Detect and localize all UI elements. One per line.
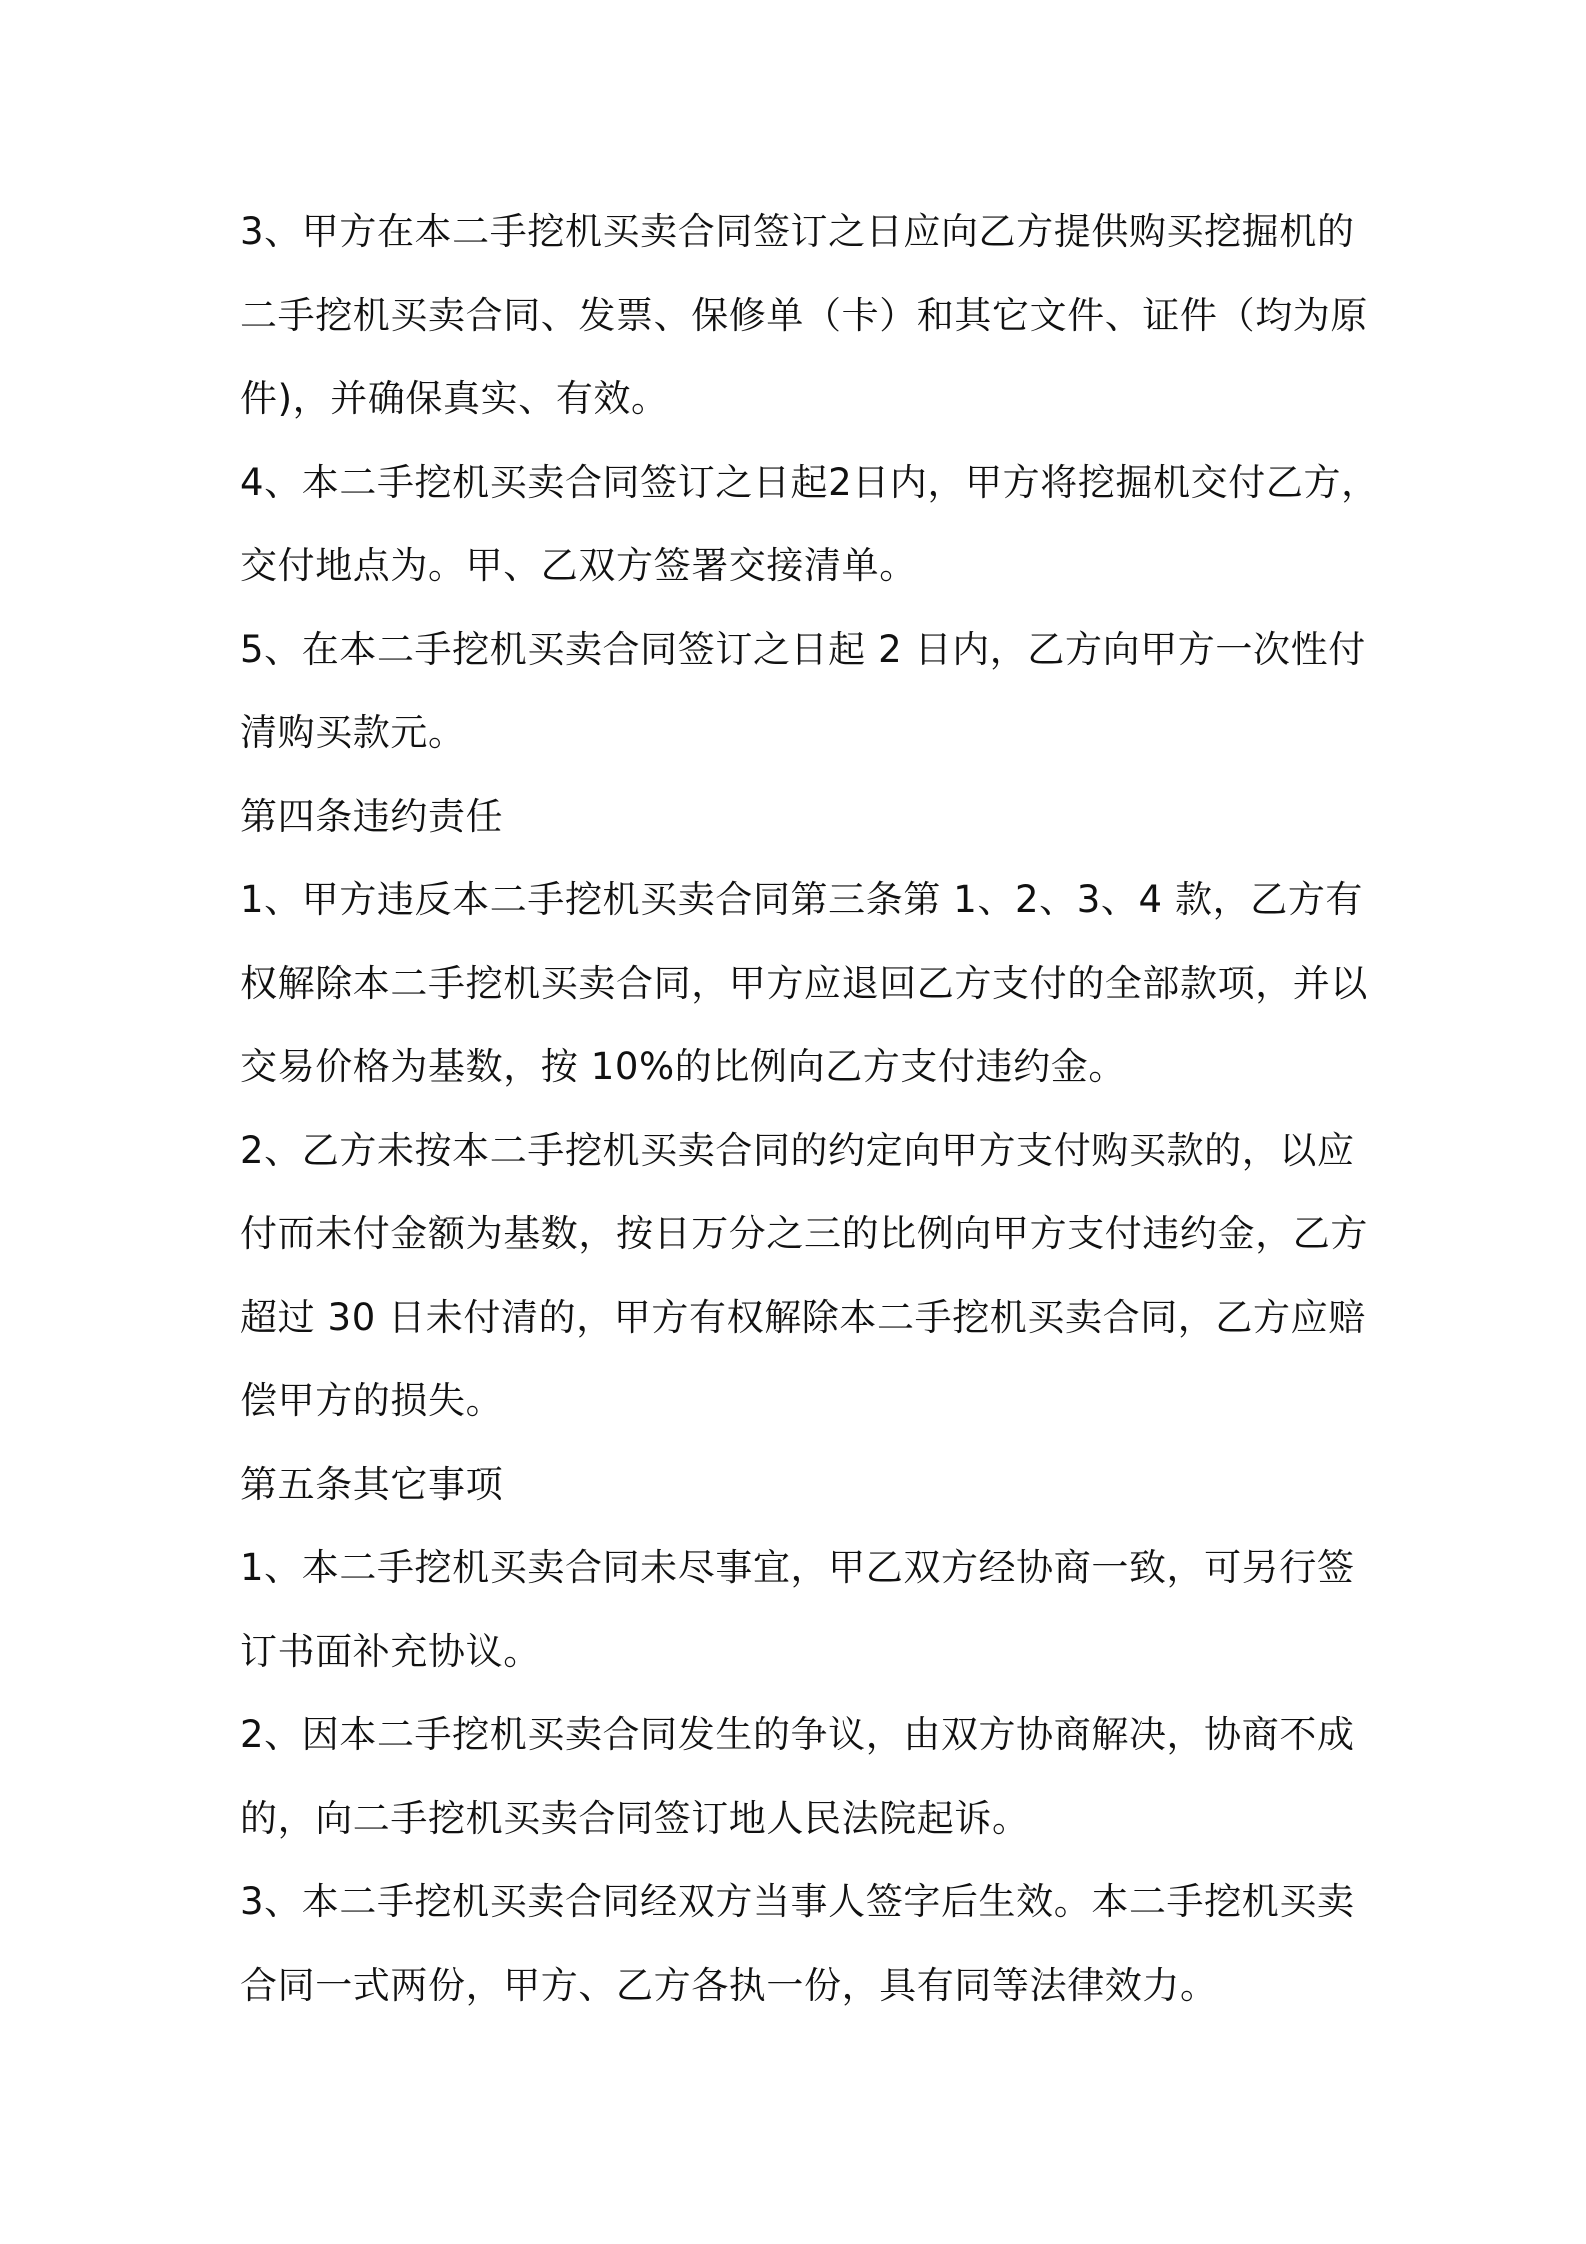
contract-body	[240, 190, 1379, 2027]
article-4-item-2-line-1: 2、乙方未按本二手挖机买卖合同的约定向甲方支付购买款的，以应	[240, 1128, 1355, 1172]
article-5-item-1-line-1: 1、本二手挖机买卖合同未尽事宜，甲乙双方经协商一致，可另行签	[240, 1546, 1355, 1589]
clause-3-line-3: 件)，并确保真实、有效。	[240, 377, 669, 420]
section-heading-article-5: 第五条其它事项	[240, 1462, 504, 1506]
clause-5-line-2: 清购买款元。	[240, 711, 466, 754]
article-5-item-2-line-1: 2、因本二手挖机买卖合同发生的争议，由双方协商解决，协商不成	[240, 1713, 1355, 1756]
article-5-item-1-line-2: 订书面补充协议。	[240, 1629, 541, 1673]
clause-4-line-1: 4、本二手挖机买卖合同签订之日起2日内，甲方将挖掘机交付乙方，	[240, 460, 1379, 504]
section-heading-article-4: 第四条违约责任	[240, 794, 504, 838]
article-5-item-3-line-2: 合同一式两份，甲方、乙方各执一份，具有同等法律效力。	[240, 1963, 1218, 2007]
clause-4-line-2: 交付地点为。甲、乙双方签署交接清单。	[240, 544, 917, 587]
article-4-item-1-line-1: 1、甲方违反本二手挖机买卖合同第三条第 1、2、3、4 款，乙方有	[240, 878, 1364, 921]
clause-3-line-2: 二手挖机买卖合同、发票、保修单（卡）和其它文件、证件（均为原	[240, 293, 1368, 337]
article-5-item-2-line-2: 的，向二手挖机买卖合同签订地人民法院起诉。	[240, 1796, 1030, 1840]
article-5-item-3-line-1: 3、本二手挖机买卖合同经双方当事人签字后生效。本二手挖机买卖	[240, 1880, 1355, 1923]
article-4-item-1-line-3: 交易价格为基数，按 10%的比例向乙方支付违约金。	[240, 1045, 1126, 1088]
clause-3-line-1: 3、甲方在本二手挖机买卖合同签订之日应向乙方提供购买挖掘机的	[240, 210, 1355, 253]
article-4-item-2-line-3: 超过 30 日未付清的，甲方有权解除本二手挖机买卖合同，乙方应赔	[240, 1295, 1366, 1339]
article-4-item-2-line-2: 付而未付金额为基数，按日万分之三的比例向甲方支付违约金，乙方	[240, 1212, 1368, 1255]
article-4-item-1-line-2: 权解除本二手挖机买卖合同，甲方应退回乙方支付的全部款项，并以	[240, 961, 1368, 1005]
clause-5-line-1: 5、在本二手挖机买卖合同签订之日起 2 日内，乙方向甲方一次性付	[240, 627, 1366, 671]
article-4-item-2-line-4: 偿甲方的损失。	[240, 1379, 504, 1422]
